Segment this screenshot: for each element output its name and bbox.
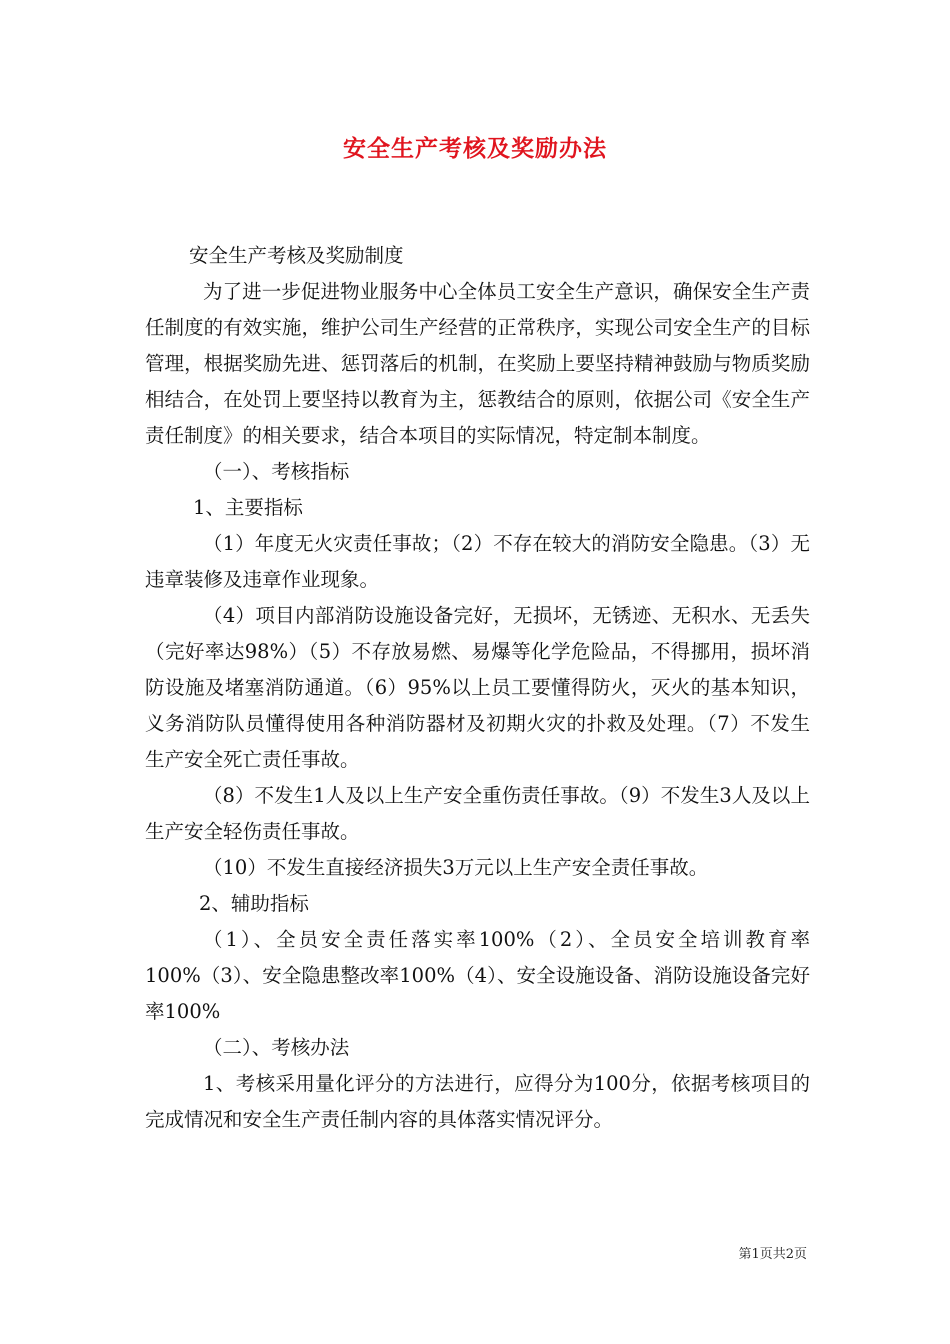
- paragraph: （1）、全员安全责任落实率100%（2）、全员安全培训教育率100%（3）、安全隐患整改率100%（4）、安全设施设备、消防设施设备完好率100%: [145, 928, 810, 1023]
- paragraph: 为了进一步促进物业服务中心全体员工安全生产意识，确保安全生产责任制度的有效实施，维护公司生产经营的正常秩序，实现公司安全生产的目标管理，根据奖励先进、惩罚落后的机制，在奖励上要坚持精神鼓励与物质奖励相结合，在处罚上要坚持以教育为主，惩教结合的原则，依据公司《安全生产责任制度》的相关要求，结合本项目的实际情况，特定制本制度。: [145, 280, 810, 447]
- paragraph: 2、辅助指标: [199, 892, 309, 915]
- paragraph: 1、考核采用量化评分的方法进行，应得分为100分，依据考核项目的完成情况和安全生产责任制内容的具体落实情况评分。: [145, 1072, 810, 1131]
- page-number: 第1页共2页: [738, 1247, 807, 1262]
- paragraph: 1、主要指标: [193, 496, 303, 519]
- document-title: 安全生产考核及奖励办法: [343, 135, 607, 162]
- document-body: [145, 238, 810, 1138]
- paragraph: （4）项目内部消防设施设备完好，无损坏，无锈迹、无积水、无丢失（完好率达98%）（5）不存放易燃、易爆等化学危险品，不得挪用，损坏消防设施及堵塞消防通道。（6）95%以上员工要懂得防火，灭火的基本知识，义务消防队员懂得使用各种消防器材及初期火灾的扑救及处理。（7）不发生生产安全死亡责任事故。: [145, 604, 810, 771]
- paragraph: 安全生产考核及奖励制度: [189, 244, 404, 267]
- paragraph: （一）、考核指标: [203, 460, 350, 483]
- paragraph: （1）年度无火灾责任事故；（2）不存在较大的消防安全隐患。（3）无违章装修及违章作业现象。: [145, 532, 810, 591]
- paragraph: （8）不发生1人及以上生产安全重伤责任事故。（9）不发生3人及以上生产安全轻伤责任事故。: [145, 784, 810, 843]
- paragraph: （10）不发生直接经济损失3万元以上生产安全责任事故。: [203, 856, 709, 879]
- paragraph: （二）、考核办法: [203, 1036, 350, 1059]
